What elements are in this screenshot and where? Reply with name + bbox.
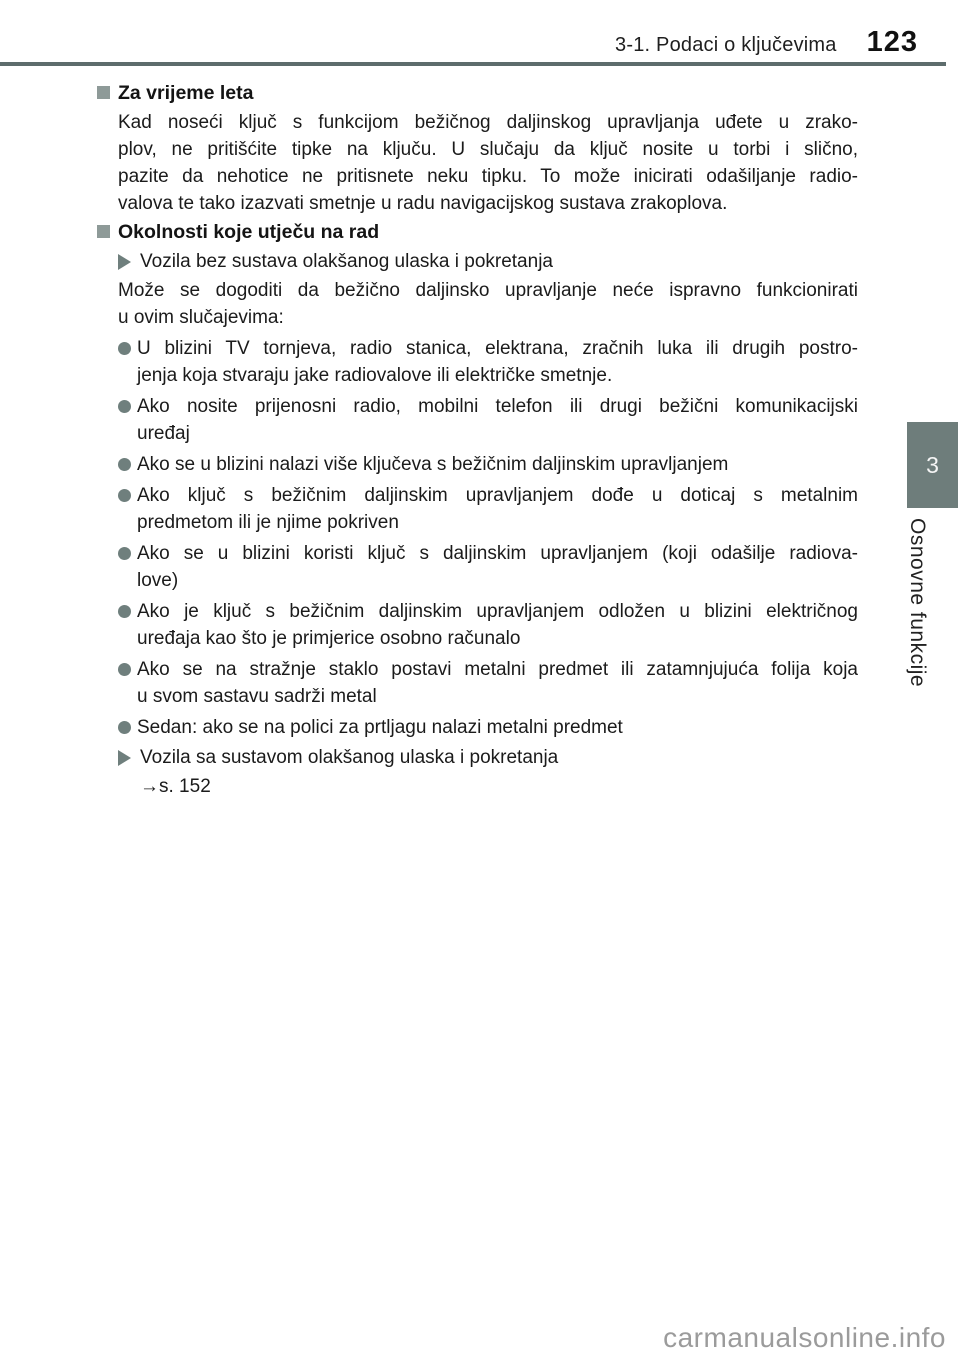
arrow-item-text: Vozila sa sustavom olakšanog ulaska i pokretanja (140, 747, 559, 768)
list-item (118, 714, 858, 741)
square-bullet-icon (97, 86, 110, 99)
list-item (118, 598, 858, 652)
square-bullet-icon (97, 225, 110, 238)
text-line: valova te tako izazvati smetnje u radu navigacijskog sustava zrakoplova. (118, 193, 728, 214)
text-line: uređaj (137, 423, 190, 444)
circle-bullet-icon (118, 400, 131, 413)
section-heading-flight (118, 80, 858, 107)
list-item (118, 393, 858, 447)
text-line: Ako ključ s bežičnim daljinskim upravljanjem dođe u doticaj s metalnim (137, 485, 858, 506)
list-item (118, 451, 858, 478)
text-line: Kad noseći ključ s funkcijom bežičnog daljinskog upravljanja uđete u zrako- (118, 112, 858, 133)
paragraph-flight (118, 109, 858, 217)
header-rule (0, 62, 946, 66)
paragraph-intro (118, 277, 858, 331)
circle-bullet-icon (118, 721, 131, 734)
text-line: pazite da nehotice ne pritisnete neku tipku. To može inicirati odašiljanje radio- (118, 166, 858, 187)
text-line: u ovim slučajevima: (118, 307, 284, 328)
arrow-bullet-icon (118, 254, 131, 270)
list-item (118, 540, 858, 594)
content-column (118, 80, 858, 800)
circle-bullet-icon (118, 663, 131, 676)
circle-bullet-icon (118, 605, 131, 618)
text-line: jenja koja stvaraju jake radiovalove ili električke smetnje. (137, 365, 613, 386)
arrow-item-with-smart-entry (118, 744, 858, 771)
text-line: predmetom ili je njime pokriven (137, 512, 399, 533)
circle-bullet-icon (118, 458, 131, 471)
arrow-item-text: Vozila bez sustava olakšanog ulaska i pokretanja (140, 251, 553, 272)
chapter-number: 3 (926, 451, 939, 478)
text-line: love) (137, 570, 179, 591)
page-number: 123 (866, 26, 918, 58)
section-heading-conditions (118, 219, 858, 246)
arrow-bullet-icon (118, 750, 131, 766)
text-line: Ako se na stražnje staklo postavi metalni predmet ili zatamnjujuća folija koja (137, 659, 858, 680)
text-line: Ako je ključ s bežičnim daljinskim upravljanjem odložen u blizini električnog (137, 601, 858, 622)
text-line: Sedan: ako se na polici za prtljagu nalazi metalni predmet (137, 717, 623, 738)
text-line: plov, ne pritišćite tipke na ključu. U slučaju da ključ nosite u torbi i slično, (118, 139, 858, 160)
list-item (118, 656, 858, 710)
watermark-link[interactable]: carmanualsonline.info (663, 1322, 946, 1353)
page-reference: →s. 152 (140, 776, 211, 797)
text-line: u svom sastavu sadrži metal (137, 686, 377, 707)
page-header (0, 26, 918, 59)
circle-bullet-icon (118, 489, 131, 502)
text-line: Ako nosite prijenosni radio, mobilni telefon ili drugi bežični komunikacijski (137, 396, 858, 417)
breadcrumb: 3-1. Podaci o ključevima (615, 34, 837, 56)
section-heading-text: Okolnosti koje utječu na rad (118, 221, 380, 243)
text-line: uređaja kao što je primjerice osobno računalo (137, 628, 521, 649)
list-item (118, 482, 858, 536)
circle-bullet-icon (118, 342, 131, 355)
circle-bullet-icon (118, 547, 131, 560)
chapter-title-vertical: Osnovne funkcije (906, 518, 929, 688)
text-line: Može se dogoditi da bežično daljinsko upravljanje neće ispravno funkcionirati (118, 280, 858, 301)
text-line: U blizini TV tornjeva, radio stanica, elektrana, zračnih luka ili drugih postro- (137, 338, 858, 359)
text-line: Ako se u blizini nalazi više ključeva s bežičnim daljinskim upravljanjem (137, 454, 729, 475)
section-heading-text: Za vrijeme leta (118, 82, 254, 104)
arrow-item-without-smart-entry (118, 248, 858, 275)
list-item (118, 335, 858, 389)
text-line: Ako se u blizini koristi ključ s daljinskim upravljanjem (koji odašilje radiova- (137, 543, 858, 564)
chapter-tab (907, 422, 958, 508)
